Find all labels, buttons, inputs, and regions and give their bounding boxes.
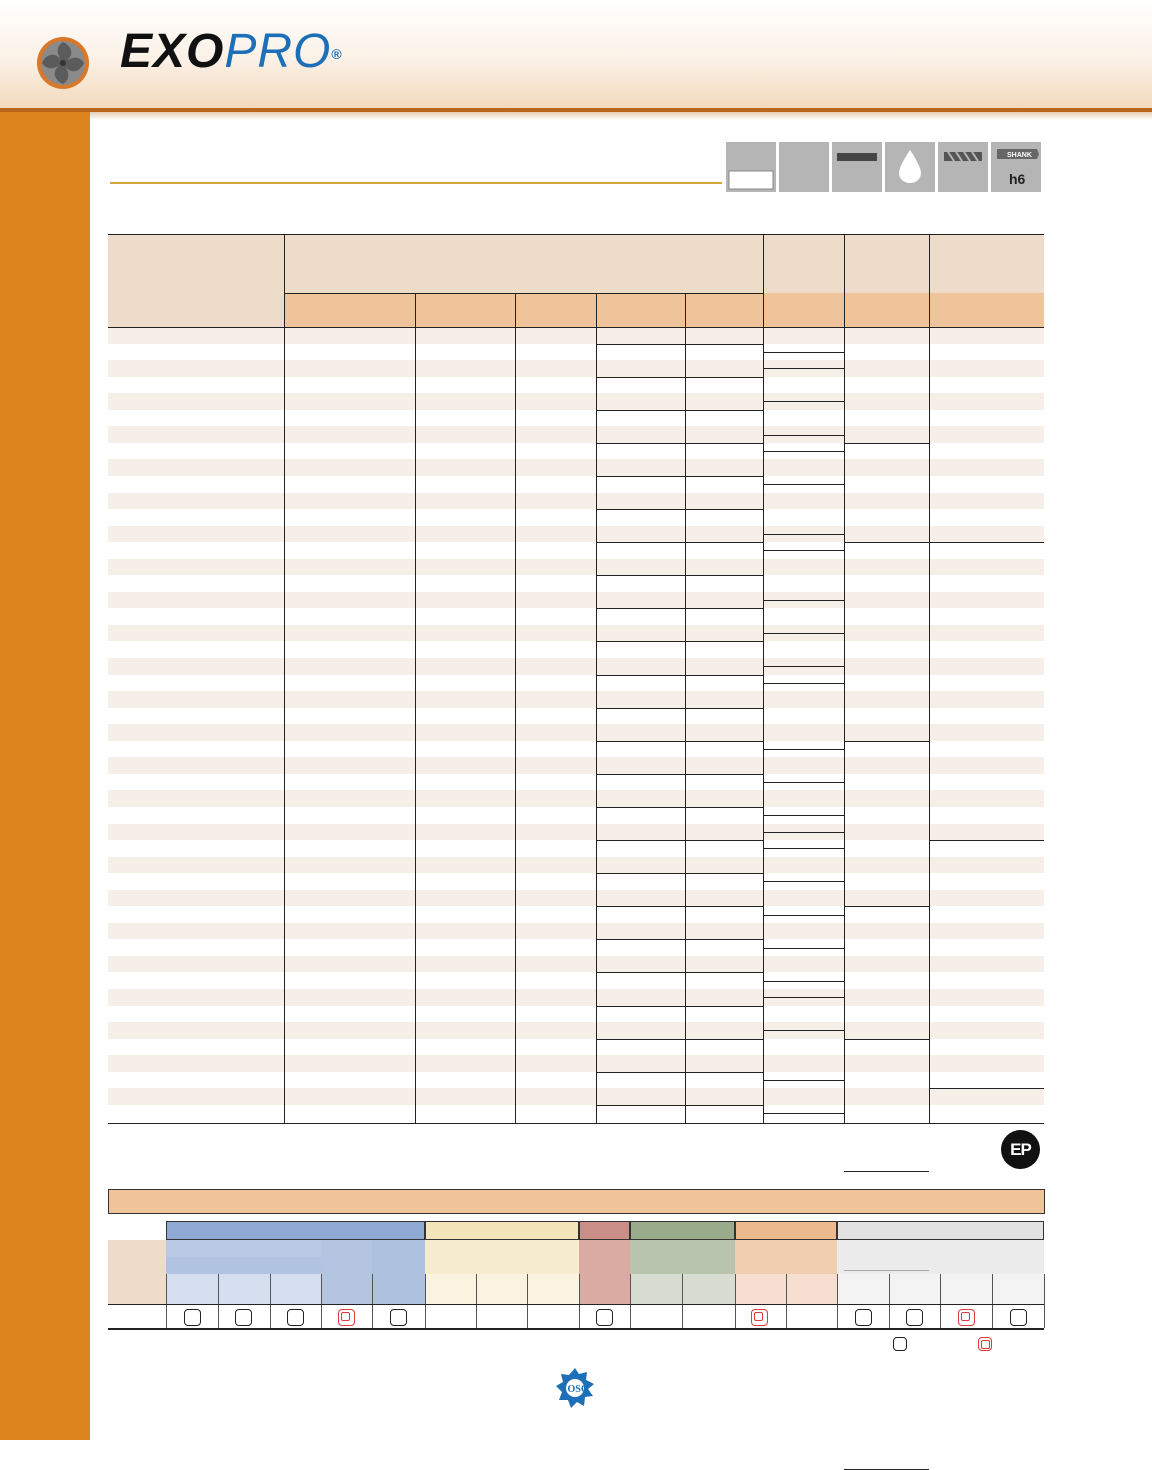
cell-rule [763, 1080, 844, 1081]
cell-rule [763, 401, 844, 402]
material-table-title-band [108, 1189, 1045, 1214]
cell-rule [844, 741, 929, 742]
cell-rule [763, 368, 844, 369]
table-header-rule [108, 327, 1044, 328]
cell-rule [763, 997, 844, 998]
legend-recommended-marker [978, 1337, 992, 1351]
material-column-rule [1044, 1274, 1045, 1328]
header-shadow [90, 112, 1152, 120]
recommended-marker [958, 1309, 975, 1326]
suitable-marker [390, 1309, 407, 1326]
shank-tag: SHANK [1007, 152, 1032, 159]
cell-rule [763, 981, 844, 982]
cell-rule [763, 832, 844, 833]
cell-rule [596, 1006, 763, 1007]
table-row [108, 1022, 1044, 1039]
cell-rule [763, 600, 844, 601]
table-row [108, 857, 1044, 874]
superalloy-group-subband [735, 1240, 837, 1274]
table-row [108, 493, 1044, 510]
table-row [108, 426, 1044, 443]
table-row [108, 1055, 1044, 1072]
cell-rule [596, 807, 763, 808]
material-column-rule [270, 1274, 271, 1328]
material-row-rule [108, 1304, 1044, 1305]
cell-rule [763, 683, 844, 684]
suitable-marker [1010, 1309, 1027, 1326]
product-table [108, 234, 1044, 1124]
table-row [108, 1088, 1044, 1105]
table-border-bottom [108, 1123, 1044, 1124]
cell-rule [929, 542, 1044, 543]
ep-badge: EP [1001, 1130, 1040, 1169]
suitable-marker [596, 1309, 613, 1326]
material-column-rule [992, 1274, 993, 1328]
cell-rule [763, 534, 844, 535]
cell-rule [763, 848, 844, 849]
table-row [108, 658, 1044, 675]
cell-rule [929, 840, 1044, 841]
stainless-group-grade-row [425, 1274, 579, 1304]
cell-rule [763, 550, 844, 551]
cell-rule [596, 344, 763, 345]
material-column-rule [889, 1274, 890, 1328]
material-column-rule [735, 1274, 736, 1328]
brand-part1: EXO [120, 25, 225, 78]
cell-rule [844, 443, 929, 444]
cell-rule [763, 782, 844, 783]
suitable-marker [855, 1309, 872, 1326]
cell-rule [596, 443, 763, 444]
cell-rule [763, 749, 844, 750]
steel-tall-cell [372, 1240, 425, 1304]
steel-group-band [166, 1221, 425, 1240]
cell-rule [596, 840, 763, 841]
osg-logo-icon [554, 1366, 596, 1410]
recommended-marker [751, 1309, 768, 1326]
cell-rule [763, 948, 844, 949]
table-header-split [284, 293, 764, 294]
column-divider [929, 234, 930, 1123]
cell-rule [596, 741, 763, 742]
shank-tolerance-label: h6 [1009, 171, 1026, 187]
material-column-rule [425, 1274, 426, 1328]
table-row [108, 890, 1044, 907]
cell-rule [763, 815, 844, 816]
material-row-label-cell [108, 1240, 166, 1304]
cell-rule [596, 906, 763, 907]
solid-bar-icon [832, 142, 882, 192]
table-row [108, 989, 1044, 1006]
material-column-rule [321, 1274, 322, 1328]
table-subheader-band [284, 293, 1044, 327]
cell-rule [596, 1105, 763, 1106]
suitable-marker [184, 1309, 201, 1326]
column-divider [763, 234, 764, 1123]
material-column-rule [630, 1274, 631, 1328]
nonferrous-group-band [630, 1221, 735, 1240]
cell-rule [763, 1030, 844, 1031]
cell-rule [596, 873, 763, 874]
table-row [108, 393, 1044, 410]
material-column-rule [579, 1274, 580, 1328]
table-header-band [108, 234, 1044, 293]
material-table-bottom [108, 1328, 1044, 1330]
cell-rule [596, 509, 763, 510]
column-divider [284, 234, 285, 1123]
suitable-marker [287, 1309, 304, 1326]
material-column-rule [682, 1274, 683, 1328]
cast-iron-tall-cell [579, 1240, 630, 1304]
cell-rule [929, 1088, 1044, 1089]
column-divider [844, 234, 845, 1123]
table-row [108, 923, 1044, 940]
table-row [108, 360, 1044, 377]
cell-rule [763, 915, 844, 916]
brand-logo [120, 25, 343, 78]
table-row [108, 724, 1044, 741]
material-column-rule [940, 1274, 941, 1328]
table-row [108, 526, 1044, 543]
table-border-top [108, 234, 1044, 235]
table-row [108, 592, 1044, 609]
table-row [108, 459, 1044, 476]
cell-rule [596, 675, 763, 676]
cell-rule [596, 939, 763, 940]
table-row [108, 691, 1044, 708]
cell-rule [596, 476, 763, 477]
suitable-marker [906, 1309, 923, 1326]
shank-tolerance-icon [991, 142, 1041, 192]
cast-iron-group-band [579, 1221, 630, 1240]
cell-rule [763, 1113, 844, 1114]
suitable-marker [235, 1309, 252, 1326]
brand-part2: PRO [224, 25, 332, 78]
material-column-rule [372, 1274, 373, 1328]
legend-suitable-marker [893, 1337, 907, 1351]
tool-geometry-icon [726, 142, 776, 192]
cell-rule [763, 633, 844, 634]
blank-icon [779, 142, 829, 192]
steel-subheader [166, 1240, 321, 1257]
cell-rule [844, 906, 929, 907]
cell-rule [596, 972, 763, 973]
table-header-stub [108, 293, 284, 327]
material-column-rule [527, 1274, 528, 1328]
steel-tall-cell [321, 1240, 372, 1304]
coolant-drop-icon [885, 142, 935, 192]
stainless-group-band [425, 1221, 579, 1240]
hardened-group-subband [837, 1240, 1044, 1274]
table-row [108, 559, 1044, 576]
table-row [108, 790, 1044, 807]
svg-text:OSG: OSG [567, 1384, 589, 1395]
material-column-rule [837, 1274, 838, 1328]
cell-rule [763, 451, 844, 452]
nonferrous-group-subband [630, 1240, 735, 1274]
drill-logo-icon [36, 36, 90, 90]
cell-rule [596, 1072, 763, 1073]
cell-rule [844, 1039, 929, 1040]
table-row [108, 625, 1044, 642]
cell-rule [763, 484, 844, 485]
flute-stripe-icon [938, 142, 988, 192]
material-column-rule [476, 1274, 477, 1328]
column-divider [515, 293, 516, 1123]
table-row [108, 824, 1044, 841]
cell-rule [763, 881, 844, 882]
table-row [108, 956, 1044, 973]
material-column-rule [218, 1274, 219, 1328]
superalloy-group-band [735, 1221, 837, 1240]
table-row [108, 757, 1044, 774]
cell-rule [596, 608, 763, 609]
cell-rule [844, 542, 929, 543]
material-column-rule [166, 1274, 167, 1328]
cell-rule [763, 666, 844, 667]
cell-rule [596, 774, 763, 775]
cell-rule [596, 641, 763, 642]
material-column-rule [786, 1274, 787, 1328]
cell-rule [596, 410, 763, 411]
cell-rule [844, 1171, 929, 1172]
column-divider [415, 293, 416, 1123]
recommended-marker [338, 1309, 355, 1326]
table-row [108, 327, 1044, 344]
cell-rule [763, 352, 844, 353]
cell-rule [596, 377, 763, 378]
title-rule [110, 182, 722, 184]
registered-mark: ® [331, 46, 343, 62]
cell-rule [763, 435, 844, 436]
stainless-group-subband [425, 1240, 579, 1274]
cell-rule [596, 1039, 763, 1040]
hardened-group-band [837, 1221, 1044, 1240]
cell-rule [596, 708, 763, 709]
cell-rule [596, 575, 763, 576]
sidebar-band [0, 112, 90, 1440]
cell-rule [596, 542, 763, 543]
